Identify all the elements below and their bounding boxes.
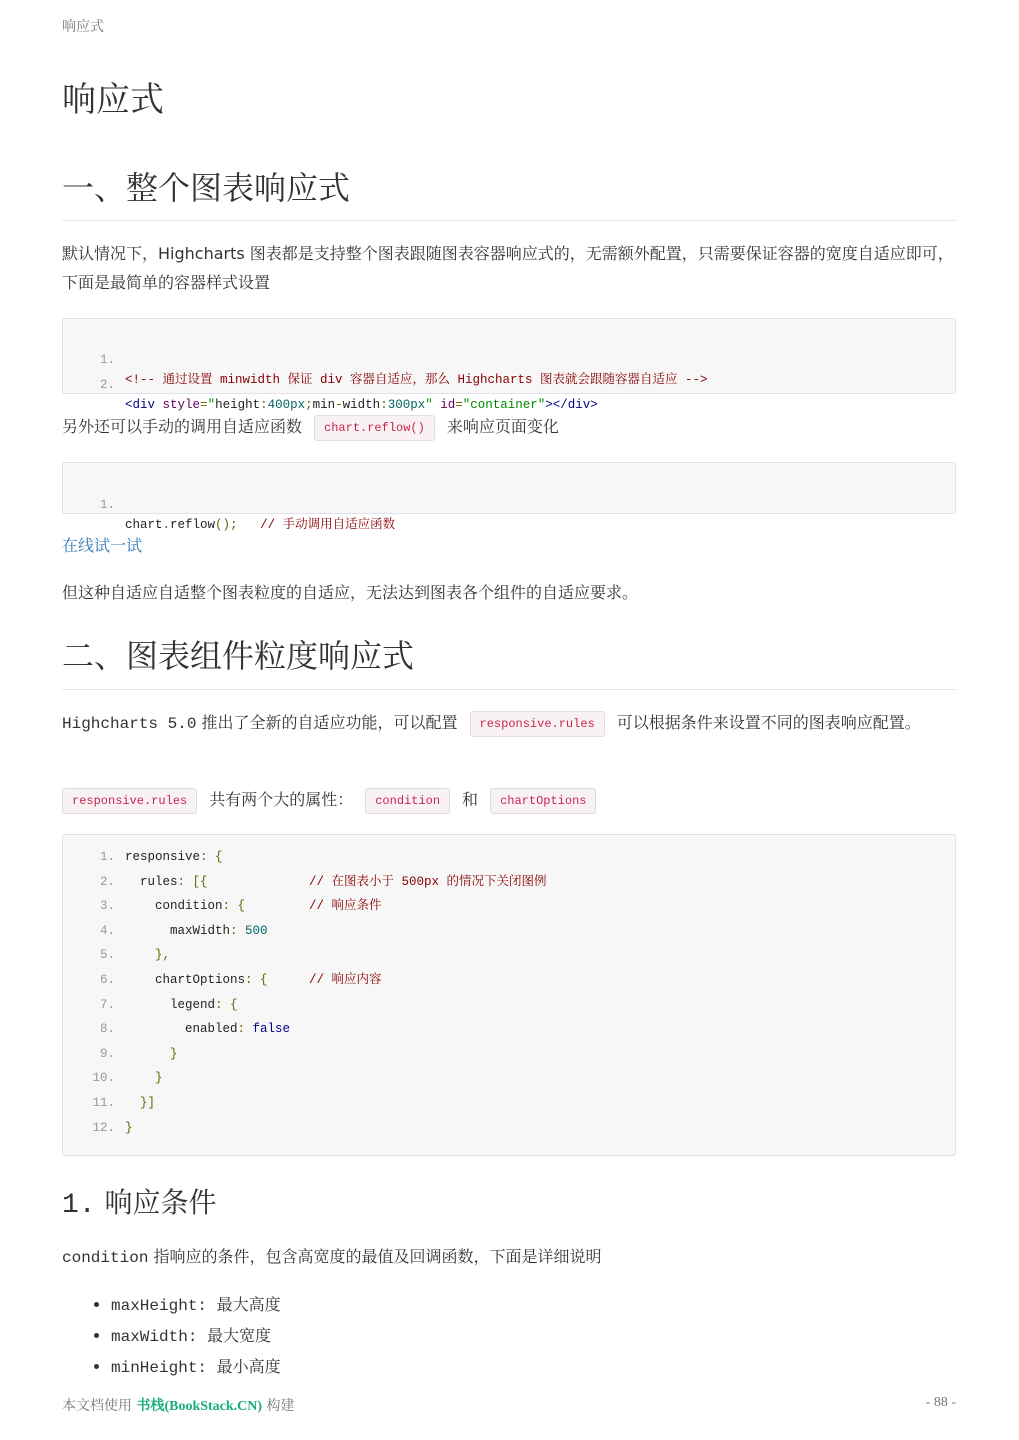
line-number: 1. xyxy=(99,353,115,367)
code-comment: <!-- 通过设置 minwidth 保证 div 容器自适应，那么 Highcharts 图表就会跟随容器自适应 --> xyxy=(125,373,708,387)
page-number: - 88 - xyxy=(925,1395,956,1410)
inline-code: condition xyxy=(365,788,450,814)
section1-heading: 一、整个图表响应式 xyxy=(62,169,351,207)
code-content: } xyxy=(170,1046,178,1061)
line-number: 8. xyxy=(99,1022,115,1037)
section2-divider xyxy=(62,689,956,690)
section1-intro-paragraph: 默认情况下，Highcharts 图表都是支持整个图表跟随图表容器响应式的，无需额外配置，只需要保证容器的宽度自适应即可，下面是最简单的容器样式设置 xyxy=(62,244,954,292)
code-content: condition: { xyxy=(155,899,246,914)
line-number: 1. xyxy=(99,498,115,512)
code-block-reflow xyxy=(62,462,956,532)
line-number: 10. xyxy=(92,1071,115,1086)
page-title: 响应式 xyxy=(62,80,164,120)
running-header: 响应式 xyxy=(62,19,104,35)
inline-code: chartOptions xyxy=(490,788,596,814)
footer-credit: 本文档使用 书栈(BookStack.CN) 构建 xyxy=(62,1398,295,1414)
code-content: }] xyxy=(140,1096,156,1110)
section2-properties-paragraph: responsive.rules 共有两个大的属性： condition 和 chartOptions xyxy=(56,785,950,814)
section1-limit-paragraph: 但这种自适应自适整个图表粒度的自适应，无法达到图表各个组件的自适应要求。 xyxy=(62,583,639,602)
line-number: 4. xyxy=(99,923,115,938)
section2-intro-paragraph: Highcharts 5.0 推出了全新的自适应功能，可以配置 responsive.rules 可以根据条件来设置不同的图表响应配置。 xyxy=(62,708,956,739)
line-number: 2. xyxy=(99,378,115,392)
code-content: <div style="height:400px;min-width:300px" id="container"></div> xyxy=(125,398,598,412)
code-content: rules: [{ xyxy=(140,874,208,889)
list-item: • maxHeight: 最大高度 xyxy=(111,1290,281,1321)
code-content: chartOptions: { xyxy=(155,973,268,987)
line-number: 1. xyxy=(99,850,115,864)
line-number: 3. xyxy=(99,899,115,914)
code-comment: // 响应内容 xyxy=(309,973,382,987)
code-content: enabled: false xyxy=(185,1022,291,1037)
inline-code: chart.reflow() xyxy=(314,415,435,441)
condition-list xyxy=(62,1290,281,1383)
line-number: 9. xyxy=(99,1046,115,1061)
line-number: 6. xyxy=(99,973,115,987)
list-item: • maxWidth: 最大宽度 xyxy=(111,1321,281,1352)
section2-heading: 二、图表组件粒度响应式 xyxy=(62,637,415,675)
line-number: 12. xyxy=(92,1120,115,1135)
inline-code: responsive.rules xyxy=(470,711,605,737)
section1-divider xyxy=(62,220,956,221)
code-line xyxy=(63,330,708,387)
list-item: • minHeight: 最小高度 xyxy=(111,1352,281,1383)
footer-brand-link[interactable]: 书栈(BookStack.CN) xyxy=(136,1399,263,1414)
code-content: responsive: { xyxy=(125,850,223,864)
code-block-responsive xyxy=(62,834,956,1156)
code-comment: // 在图表小于 500px 的情况下关闭图例 xyxy=(309,874,547,889)
reflow-paragraph: 另外还可以手动的调用自适应函数 chart.reflow() 来响应页面变化 xyxy=(62,412,956,441)
code-content: legend: { xyxy=(170,997,238,1012)
subsection1-heading: 1. 响应条件 xyxy=(62,1186,217,1221)
code-content: }, xyxy=(155,948,171,963)
code-line xyxy=(63,475,396,532)
condition-paragraph: condition 指响应的条件，包含高宽度的最值及回调函数，下面是详细说明 xyxy=(62,1247,602,1267)
code-content: } xyxy=(155,1071,163,1086)
line-number: 7. xyxy=(99,997,115,1012)
try-online-link[interactable]: 在线试一试 xyxy=(62,536,143,555)
line-number: 2. xyxy=(99,874,115,889)
code-content: } xyxy=(125,1120,133,1135)
inline-code: responsive.rules xyxy=(62,788,197,814)
code-comment: // 响应条件 xyxy=(309,899,382,914)
code-content: chart.reflow(); // 手动调用自适应函数 xyxy=(125,518,396,532)
code-content: maxWidth: 500 xyxy=(170,923,268,938)
line-number: 11. xyxy=(92,1096,115,1110)
line-number: 5. xyxy=(99,948,115,963)
code-block-container-div xyxy=(62,318,956,412)
